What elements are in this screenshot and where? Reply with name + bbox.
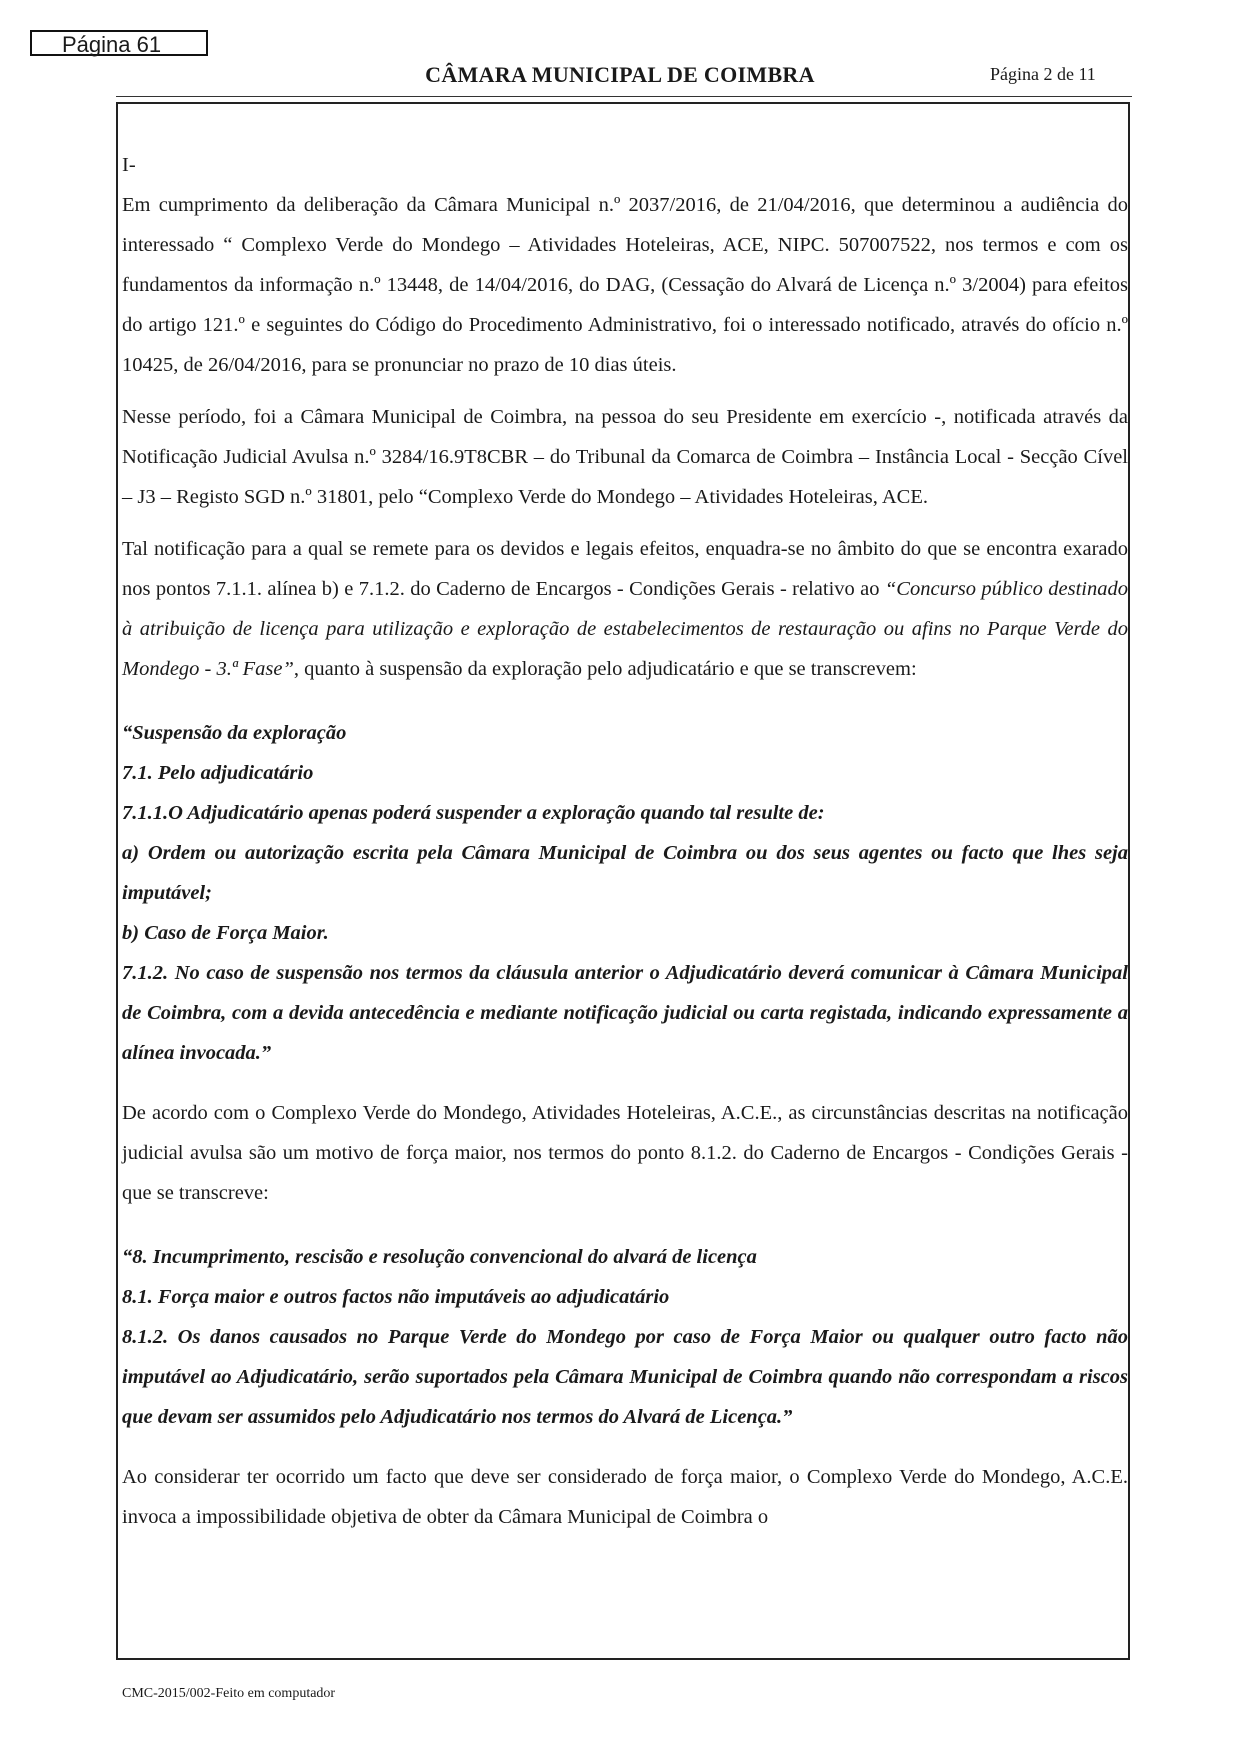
header-title: CÂMARA MUNICIPAL DE COIMBRA <box>425 62 815 87</box>
paragraph-5: Ao considerar ter ocorrido um facto que deve ser considerado de força maior, o Complexo Verde do Mondego, A.C.E. invoca a impossibilidade objetiva de obter da Câmara Municipal de Coimbra o <box>122 1466 1128 1528</box>
paragraph-3-start: Tal notificação para a qual se remete para os devidos e legais efeitos, enquadra-se no âmbito do que se encontra exarado nos pontos 7.1.1. alínea b) e 7.1.2. do Caderno de Encargos - Condições Gerais - relativo ao <box>122 538 1128 600</box>
footer-code: CMC-2015/002-Feito em computador <box>122 1686 336 1701</box>
header-page-number: Página 2 de 11 <box>990 64 1096 84</box>
document-body <box>122 145 1128 1537</box>
paragraph-3 <box>122 529 1128 689</box>
paragraph-3-end: , quanto à suspensão da exploração pelo adjudicatário e que se transcrevem: <box>293 658 917 680</box>
contest-title: “Concurso público destinado à atribuição de licença para utilização e exploração de estabelecimentos de restauração ou afins no Parque Verde do Mondego - 3.ª Fase” <box>122 578 1128 680</box>
quote-line: 7.1.2. No caso de suspensão nos termos da cláusula anterior o Adjudicatário deverá comunicar à Câmara Municipal de Coimbra, com a devida antecedência e mediante notificação judicial ou carta registada, indicando expressamente a alínea invocada.” <box>122 962 1128 1064</box>
quote-line: 7.1. Pelo adjudicatário <box>122 762 314 784</box>
quote-line: b) Caso de Força Maior. <box>122 922 329 944</box>
quote-line: “8. Incumprimento, rescisão e resolução convencional do alvará de licença <box>122 1246 757 1268</box>
quote-line: a) Ordem ou autorização escrita pela Câmara Municipal de Coimbra ou dos seus agentes ou facto que lhes seja imputável; <box>122 842 1128 904</box>
section-heading: I- <box>122 154 136 176</box>
header-rule <box>116 96 1132 97</box>
quote-line: 8.1.2. Os danos causados no Parque Verde do Mondego por caso de Força Maior ou qualquer outro facto não imputável ao Adjudicatário, serão suportados pela Câmara Municipal de Coimbra quando não correspondam a riscos que devam ser assumidos pelo Adjudicatário nos termos do Alvará de Licença.” <box>122 1326 1128 1428</box>
quote-line: “Suspensão da exploração <box>122 722 347 744</box>
quote-clause-7 <box>122 713 1128 1073</box>
quote-clause-8 <box>122 1237 1128 1437</box>
quote-line: 8.1. Força maior e outros factos não imputáveis ao adjudicatário <box>122 1286 670 1308</box>
quote-line: 7.1.1.O Adjudicatário apenas poderá suspender a exploração quando tal resulte de: <box>122 802 825 824</box>
paragraph-4: De acordo com o Complexo Verde do Mondego, Atividades Hoteleiras, A.C.E., as circunstâncias descritas na notificação judicial avulsa são um motivo de força maior, nos termos do ponto 8.1.2. do Caderno de Encargos - Condições Gerais - que se transcreve: <box>122 1102 1128 1204</box>
paragraph-1: Em cumprimento da deliberação da Câmara Municipal n.º 2037/2016, de 21/04/2016, que determinou a audiência do interessado “ Complexo Verde do Mondego – Atividades Hoteleiras, ACE, NIPC. 507007522, nos termos e com os fundamentos da informação n.º 13448, de 14/04/2016, do DAG, (Cessação do Alvará de Licença n.º 3/2004) para efeitos do artigo 121.º e seguintes do Código do Procedimento Administrativo, foi o interessado notificado, através do ofício n.º 10425, de 26/04/2016, para se pronunciar no prazo de 10 dias úteis. <box>122 194 1128 376</box>
paragraph-2: Nesse período, foi a Câmara Municipal de Coimbra, na pessoa do seu Presidente em exercício -, notificada através da Notificação Judicial Avulsa n.º 3284/16.9T8CBR – do Tribunal da Comarca de Coimbra – Instância Local - Secção Cível – J3 – Registo SGD n.º 31801, pelo “Complexo Verde do Mondego – Atividades Hoteleiras, ACE. <box>122 406 1128 508</box>
page-stamp: Página 61 <box>30 30 208 56</box>
